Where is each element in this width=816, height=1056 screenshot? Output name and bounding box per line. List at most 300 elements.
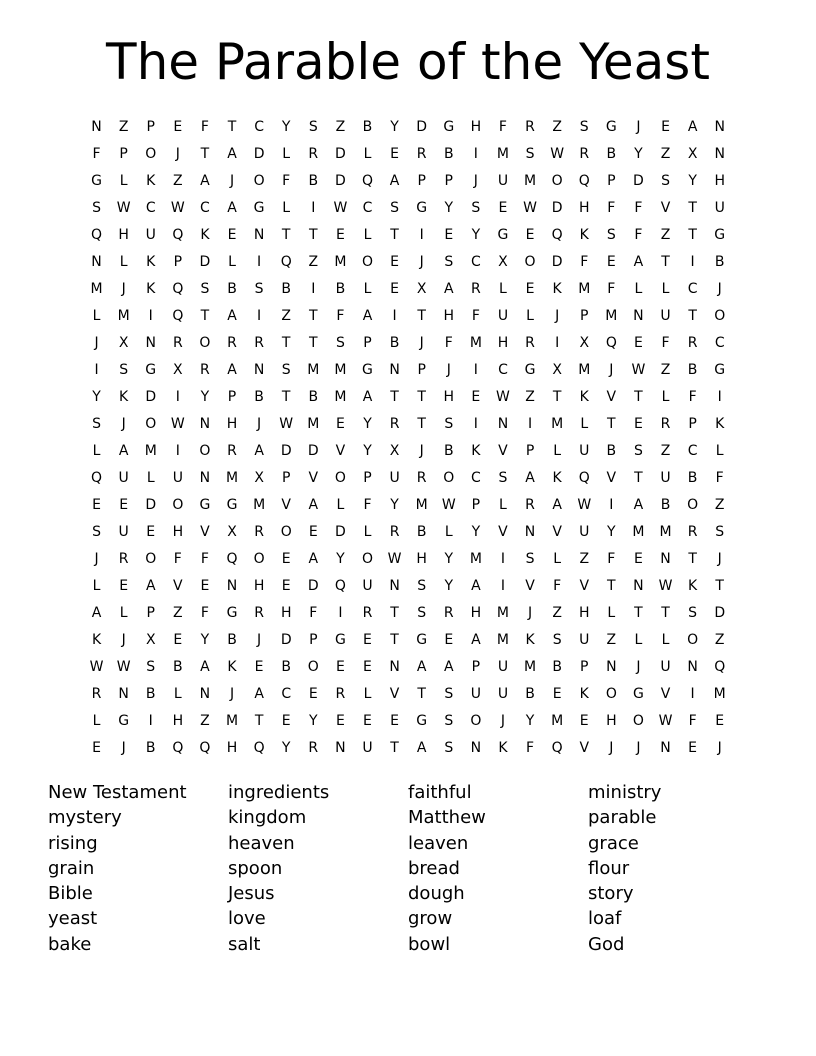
grid-letter[interactable]: E — [119, 497, 129, 513]
grid-letter[interactable]: T — [281, 335, 291, 351]
grid-letter[interactable]: Y — [363, 416, 372, 432]
grid-letter[interactable]: E — [688, 740, 698, 756]
grid-letter[interactable]: O — [687, 632, 699, 648]
grid-letter[interactable]: J — [609, 362, 614, 378]
grid-letter[interactable]: O — [334, 470, 346, 486]
grid-letter[interactable]: V — [389, 686, 400, 702]
grid-letter[interactable]: Z — [714, 497, 725, 513]
grid-letter[interactable]: M — [307, 362, 320, 378]
grid-letter[interactable]: E — [335, 713, 345, 729]
grid-letter[interactable]: K — [552, 281, 562, 297]
grid-letter[interactable]: U — [497, 686, 509, 702]
grid-letter[interactable]: T — [607, 578, 616, 594]
grid-letter[interactable]: F — [200, 119, 209, 135]
grid-letter[interactable]: Q — [361, 173, 373, 189]
grid-letter[interactable]: H — [497, 335, 509, 351]
grid-letter[interactable]: G — [253, 200, 265, 216]
grid-letter[interactable]: A — [525, 470, 535, 486]
grid-letter[interactable]: I — [555, 335, 560, 351]
grid-letter[interactable]: I — [500, 551, 506, 567]
grid-letter[interactable]: V — [660, 686, 671, 702]
grid-letter[interactable]: A — [145, 578, 156, 594]
grid-letter[interactable]: O — [145, 551, 157, 567]
grid-letter[interactable]: H — [172, 524, 184, 540]
grid-letter[interactable]: D — [551, 254, 563, 270]
grid-letter[interactable]: J — [121, 632, 126, 648]
grid-letter[interactable]: F — [634, 200, 643, 216]
grid-letter[interactable]: C — [470, 254, 481, 270]
grid-letter[interactable]: W — [170, 200, 185, 216]
grid-letter[interactable]: M — [90, 281, 103, 297]
grid-letter[interactable]: R — [254, 524, 264, 540]
grid-letter[interactable]: R — [200, 362, 210, 378]
grid-letter[interactable]: O — [172, 497, 184, 513]
grid-letter[interactable]: G — [226, 605, 238, 621]
grid-letter[interactable]: F — [498, 119, 507, 135]
grid-letter[interactable]: C — [200, 200, 210, 216]
grid-letter[interactable]: K — [146, 173, 156, 189]
grid-letter[interactable]: I — [419, 227, 424, 243]
grid-letter[interactable]: E — [579, 713, 589, 729]
grid-letter[interactable]: H — [443, 308, 455, 324]
grid-letter[interactable]: K — [525, 632, 535, 648]
grid-letter[interactable]: K — [579, 389, 589, 405]
grid-letter[interactable]: J — [121, 281, 126, 297]
grid-letter[interactable]: R — [118, 551, 129, 567]
grid-letter[interactable]: O — [253, 551, 265, 567]
grid-letter[interactable]: I — [311, 281, 316, 297]
grid-letter[interactable]: Q — [605, 335, 617, 351]
grid-letter[interactable]: T — [417, 389, 426, 405]
grid-letter[interactable]: S — [552, 632, 562, 648]
grid-letter[interactable]: T — [688, 200, 697, 216]
grid-letter[interactable]: Z — [308, 254, 319, 270]
grid-letter[interactable]: L — [119, 173, 128, 189]
grid-letter[interactable]: R — [416, 470, 427, 486]
grid-letter[interactable]: B — [308, 389, 319, 405]
grid-letter[interactable]: I — [175, 389, 180, 405]
grid-letter[interactable]: G — [714, 362, 726, 378]
grid-letter[interactable]: F — [471, 308, 480, 324]
grid-letter[interactable]: N — [633, 308, 644, 324]
grid-letter[interactable]: M — [578, 362, 591, 378]
grid-letter[interactable]: T — [390, 632, 399, 648]
grid-letter[interactable]: B — [145, 686, 156, 702]
grid-letter[interactable]: S — [633, 443, 643, 459]
grid-letter[interactable]: E — [390, 254, 399, 270]
grid-letter[interactable]: H — [606, 713, 617, 729]
grid-letter[interactable]: A — [254, 443, 264, 459]
grid-letter[interactable]: N — [714, 146, 725, 162]
grid-letter[interactable]: K — [119, 389, 129, 405]
grid-letter[interactable]: S — [525, 551, 535, 567]
grid-letter[interactable]: F — [336, 308, 345, 324]
grid-letter[interactable]: W — [523, 200, 537, 216]
grid-letter[interactable]: F — [688, 389, 697, 405]
grid-letter[interactable]: M — [469, 551, 482, 567]
grid-letter[interactable]: R — [362, 605, 373, 621]
grid-letter[interactable]: T — [390, 740, 399, 756]
grid-letter[interactable]: T — [634, 605, 643, 621]
grid-letter[interactable]: I — [473, 416, 478, 432]
grid-letter[interactable]: B — [308, 173, 319, 189]
grid-letter[interactable]: S — [444, 740, 454, 756]
grid-letter[interactable]: Z — [552, 119, 562, 135]
grid-letter[interactable]: L — [363, 686, 372, 702]
grid-letter[interactable]: R — [389, 524, 400, 540]
grid-letter[interactable]: A — [254, 686, 264, 702]
grid-letter[interactable]: S — [335, 335, 345, 351]
grid-letter[interactable]: S — [119, 362, 129, 378]
grid-letter[interactable]: M — [225, 713, 239, 729]
grid-letter[interactable]: Z — [200, 713, 210, 729]
grid-letter[interactable]: O — [361, 254, 373, 270]
grid-letter[interactable]: Z — [606, 632, 617, 648]
grid-letter[interactable]: O — [253, 173, 265, 189]
grid-letter[interactable]: T — [607, 416, 616, 432]
grid-letter[interactable]: J — [609, 740, 614, 756]
grid-letter[interactable]: B — [173, 659, 183, 675]
grid-letter[interactable]: D — [714, 605, 726, 621]
grid-letter[interactable]: S — [579, 119, 589, 135]
grid-letter[interactable]: B — [416, 524, 427, 540]
grid-letter[interactable]: N — [389, 659, 400, 675]
grid-letter[interactable]: M — [334, 362, 347, 378]
grid-letter[interactable]: Z — [173, 605, 183, 621]
grid-letter[interactable]: B — [525, 686, 535, 702]
grid-letter[interactable]: D — [145, 497, 157, 513]
grid-letter[interactable]: P — [146, 605, 155, 621]
grid-letter[interactable]: J — [175, 146, 180, 162]
grid-letter[interactable]: B — [227, 281, 237, 297]
grid-letter[interactable]: T — [200, 308, 210, 324]
grid-letter[interactable]: L — [661, 389, 670, 405]
grid-letter[interactable]: G — [91, 173, 102, 189]
grid-letter[interactable]: O — [199, 443, 211, 459]
grid-letter[interactable]: G — [416, 713, 428, 729]
grid-letter[interactable]: L — [363, 227, 372, 243]
grid-letter[interactable]: U — [389, 470, 400, 486]
grid-letter[interactable]: A — [633, 497, 644, 513]
grid-letter[interactable]: A — [362, 308, 373, 324]
grid-letter[interactable]: T — [281, 389, 291, 405]
grid-letter[interactable]: X — [254, 470, 264, 486]
grid-letter[interactable]: W — [658, 578, 673, 594]
grid-letter[interactable]: L — [499, 281, 507, 297]
grid-letter[interactable]: S — [471, 200, 481, 216]
grid-letter[interactable]: V — [606, 389, 617, 405]
grid-letter[interactable]: J — [717, 281, 722, 297]
grid-letter[interactable]: D — [416, 119, 428, 135]
grid-letter[interactable]: O — [361, 551, 373, 567]
grid-letter[interactable]: L — [444, 524, 453, 540]
grid-letter[interactable]: Q — [172, 308, 184, 324]
grid-letter[interactable]: Q — [253, 740, 265, 756]
grid-letter[interactable]: K — [552, 470, 562, 486]
grid-letter[interactable]: E — [92, 740, 101, 756]
grid-letter[interactable]: J — [229, 173, 235, 189]
grid-letter[interactable]: C — [714, 335, 725, 351]
grid-letter[interactable]: J — [419, 443, 424, 459]
grid-letter[interactable]: E — [715, 713, 725, 729]
grid-letter[interactable]: O — [632, 713, 644, 729]
grid-letter[interactable]: S — [146, 659, 156, 675]
grid-letter[interactable]: V — [660, 200, 671, 216]
grid-letter[interactable]: Y — [92, 389, 101, 405]
grid-letter[interactable]: F — [607, 551, 616, 567]
grid-letter[interactable]: Y — [281, 740, 291, 756]
grid-letter[interactable]: A — [471, 578, 481, 594]
grid-letter[interactable]: A — [308, 551, 319, 567]
grid-letter[interactable]: I — [257, 254, 262, 270]
grid-letter[interactable]: C — [687, 281, 698, 297]
grid-letter[interactable]: Q — [578, 470, 590, 486]
grid-letter[interactable]: O — [551, 173, 563, 189]
grid-letter[interactable]: A — [118, 443, 129, 459]
grid-letter[interactable]: L — [336, 497, 345, 513]
grid-letter[interactable]: Y — [444, 578, 454, 594]
grid-letter[interactable]: G — [416, 200, 428, 216]
grid-letter[interactable]: S — [417, 578, 427, 594]
grid-letter[interactable]: N — [253, 227, 265, 243]
grid-letter[interactable]: D — [280, 443, 292, 459]
grid-letter[interactable]: E — [444, 632, 454, 648]
grid-letter[interactable]: X — [173, 362, 183, 378]
grid-letter[interactable]: T — [417, 686, 426, 702]
grid-letter[interactable]: J — [419, 254, 424, 270]
grid-letter[interactable]: W — [658, 713, 673, 729]
grid-letter[interactable]: E — [281, 551, 291, 567]
grid-letter[interactable]: J — [500, 713, 506, 729]
grid-letter[interactable]: L — [119, 605, 128, 621]
grid-letter[interactable]: B — [362, 119, 373, 135]
grid-letter[interactable]: J — [717, 740, 722, 756]
grid-letter[interactable]: W — [170, 416, 185, 432]
grid-letter[interactable]: J — [257, 416, 262, 432]
grid-letter[interactable]: S — [444, 686, 454, 702]
grid-letter[interactable]: X — [552, 362, 562, 378]
grid-letter[interactable]: Q — [578, 173, 590, 189]
grid-letter[interactable]: O — [307, 659, 319, 675]
grid-letter[interactable]: X — [687, 146, 698, 162]
grid-letter[interactable]: T — [688, 308, 697, 324]
grid-letter[interactable]: H — [416, 551, 427, 567]
grid-letter[interactable]: T — [254, 713, 264, 729]
grid-letter[interactable]: T — [634, 470, 643, 486]
grid-letter[interactable]: Y — [634, 146, 643, 162]
grid-letter[interactable]: V — [200, 524, 210, 540]
grid-letter[interactable]: T — [281, 227, 291, 243]
grid-letter[interactable]: N — [91, 119, 102, 135]
grid-letter[interactable]: U — [145, 227, 156, 243]
grid-letter[interactable]: A — [200, 659, 210, 675]
grid-letter[interactable]: U — [497, 308, 509, 324]
grid-letter[interactable]: I — [148, 308, 153, 324]
grid-letter[interactable]: H — [118, 227, 129, 243]
grid-letter[interactable]: Z — [714, 632, 725, 648]
grid-letter[interactable]: O — [687, 497, 699, 513]
grid-letter[interactable]: S — [715, 524, 725, 540]
grid-letter[interactable]: S — [661, 173, 670, 189]
grid-letter[interactable]: V — [281, 497, 291, 513]
grid-letter[interactable]: R — [687, 524, 698, 540]
grid-letter[interactable]: Q — [551, 740, 563, 756]
grid-letter[interactable]: B — [714, 254, 725, 270]
grid-letter[interactable]: S — [92, 524, 101, 540]
grid-letter[interactable]: S — [688, 605, 698, 621]
grid-letter[interactable]: I — [473, 362, 478, 378]
grid-letter[interactable]: T — [390, 389, 399, 405]
grid-letter[interactable]: B — [254, 389, 264, 405]
grid-letter[interactable]: E — [390, 281, 399, 297]
grid-letter[interactable]: P — [363, 470, 372, 486]
grid-letter[interactable]: K — [146, 281, 156, 297]
grid-letter[interactable]: F — [444, 335, 453, 351]
grid-letter[interactable]: Y — [200, 389, 210, 405]
grid-letter[interactable]: H — [578, 200, 590, 216]
grid-letter[interactable]: L — [363, 281, 372, 297]
grid-letter[interactable]: F — [309, 605, 318, 621]
grid-letter[interactable]: N — [118, 686, 129, 702]
grid-letter[interactable]: B — [687, 362, 698, 378]
grid-letter[interactable]: E — [173, 632, 183, 648]
grid-letter[interactable]: S — [606, 227, 616, 243]
grid-letter[interactable]: Y — [309, 713, 318, 729]
grid-letter[interactable]: U — [470, 686, 481, 702]
grid-letter[interactable]: A — [227, 200, 237, 216]
grid-letter[interactable]: R — [443, 605, 454, 621]
grid-letter[interactable]: H — [226, 740, 238, 756]
grid-letter[interactable]: J — [94, 335, 99, 351]
grid-letter[interactable]: J — [636, 119, 641, 135]
grid-letter[interactable]: O — [605, 686, 617, 702]
grid-letter[interactable]: F — [661, 335, 670, 351]
grid-letter[interactable]: E — [281, 578, 291, 594]
grid-letter[interactable]: A — [91, 605, 102, 621]
grid-letter[interactable]: U — [362, 740, 373, 756]
grid-letter[interactable]: V — [579, 740, 590, 756]
grid-letter[interactable]: E — [661, 119, 670, 135]
grid-letter[interactable]: E — [525, 227, 535, 243]
grid-letter[interactable]: B — [552, 659, 562, 675]
grid-letter[interactable]: E — [390, 146, 399, 162]
grid-letter[interactable]: N — [660, 551, 671, 567]
grid-letter[interactable]: H — [172, 713, 184, 729]
grid-letter[interactable]: J — [473, 173, 478, 189]
grid-letter[interactable]: P — [173, 254, 183, 270]
grid-letter[interactable]: Y — [688, 173, 697, 189]
grid-letter[interactable]: I — [175, 443, 180, 459]
grid-letter[interactable]: W — [116, 200, 131, 216]
grid-letter[interactable]: L — [228, 254, 236, 270]
grid-letter[interactable]: D — [253, 146, 265, 162]
grid-letter[interactable]: I — [392, 308, 397, 324]
grid-letter[interactable]: S — [92, 416, 101, 432]
grid-letter[interactable]: S — [444, 713, 454, 729]
grid-letter[interactable]: E — [633, 551, 643, 567]
grid-letter[interactable]: E — [254, 659, 264, 675]
grid-letter[interactable]: T — [552, 389, 562, 405]
grid-letter[interactable]: X — [579, 335, 590, 351]
grid-letter[interactable]: M — [713, 686, 726, 702]
grid-letter[interactable]: E — [227, 227, 237, 243]
grid-letter[interactable]: V — [173, 578, 183, 594]
grid-letter[interactable]: E — [498, 200, 508, 216]
grid-letter[interactable]: M — [524, 173, 537, 189]
grid-letter[interactable]: A — [416, 659, 427, 675]
grid-letter[interactable]: I — [690, 686, 695, 702]
grid-letter[interactable]: D — [145, 389, 157, 405]
grid-letter[interactable]: E — [633, 416, 643, 432]
grid-letter[interactable]: A — [552, 497, 562, 513]
grid-letter[interactable]: L — [715, 443, 724, 459]
grid-letter[interactable]: Q — [280, 254, 292, 270]
grid-letter[interactable]: N — [199, 416, 211, 432]
grid-letter[interactable]: T — [227, 119, 237, 135]
grid-letter[interactable]: J — [121, 740, 126, 756]
grid-letter[interactable]: H — [714, 173, 725, 189]
grid-letter[interactable]: C — [498, 362, 508, 378]
grid-letter[interactable]: E — [552, 686, 562, 702]
grid-letter[interactable]: A — [633, 254, 644, 270]
grid-letter[interactable]: G — [226, 497, 238, 513]
grid-letter[interactable]: E — [308, 524, 318, 540]
grid-letter[interactable]: T — [309, 335, 318, 351]
grid-letter[interactable]: R — [91, 686, 102, 702]
grid-letter[interactable]: T — [309, 308, 318, 324]
grid-letter[interactable]: O — [443, 470, 455, 486]
grid-letter[interactable]: V — [579, 578, 590, 594]
grid-letter[interactable]: T — [417, 308, 426, 324]
grid-letter[interactable]: I — [311, 200, 316, 216]
grid-letter[interactable]: K — [715, 416, 725, 432]
grid-letter[interactable]: E — [335, 227, 345, 243]
grid-letter[interactable]: Q — [172, 227, 184, 243]
grid-letter[interactable]: A — [227, 308, 237, 324]
grid-letter[interactable]: M — [551, 713, 564, 729]
grid-letter[interactable]: T — [661, 605, 670, 621]
grid-letter[interactable]: E — [308, 686, 318, 702]
grid-letter[interactable]: L — [146, 470, 155, 486]
grid-letter[interactable]: J — [717, 551, 722, 567]
grid-letter[interactable]: W — [89, 659, 104, 675]
grid-letter[interactable]: M — [496, 605, 509, 621]
grid-letter[interactable]: U — [660, 659, 671, 675]
grid-letter[interactable]: G — [605, 119, 617, 135]
grid-letter[interactable]: L — [92, 578, 101, 594]
grid-letter[interactable]: W — [441, 497, 456, 513]
grid-letter[interactable]: U — [172, 470, 183, 486]
grid-letter[interactable]: K — [200, 227, 210, 243]
grid-letter[interactable]: F — [580, 254, 589, 270]
grid-letter[interactable]: R — [172, 335, 183, 351]
grid-letter[interactable]: E — [363, 659, 372, 675]
grid-letter[interactable]: J — [636, 659, 641, 675]
grid-letter[interactable]: V — [498, 524, 508, 540]
grid-letter[interactable]: S — [525, 146, 535, 162]
grid-letter[interactable]: U — [579, 443, 590, 459]
grid-letter[interactable]: X — [389, 443, 400, 459]
grid-letter[interactable]: Z — [173, 173, 183, 189]
grid-letter[interactable]: Q — [334, 578, 346, 594]
grid-letter[interactable]: R — [254, 335, 264, 351]
grid-letter[interactable]: S — [200, 281, 210, 297]
grid-letter[interactable]: L — [607, 605, 616, 621]
grid-letter[interactable]: K — [579, 227, 589, 243]
grid-letter[interactable]: N — [389, 362, 400, 378]
grid-letter[interactable]: Y — [607, 524, 616, 540]
grid-letter[interactable]: M — [605, 308, 618, 324]
